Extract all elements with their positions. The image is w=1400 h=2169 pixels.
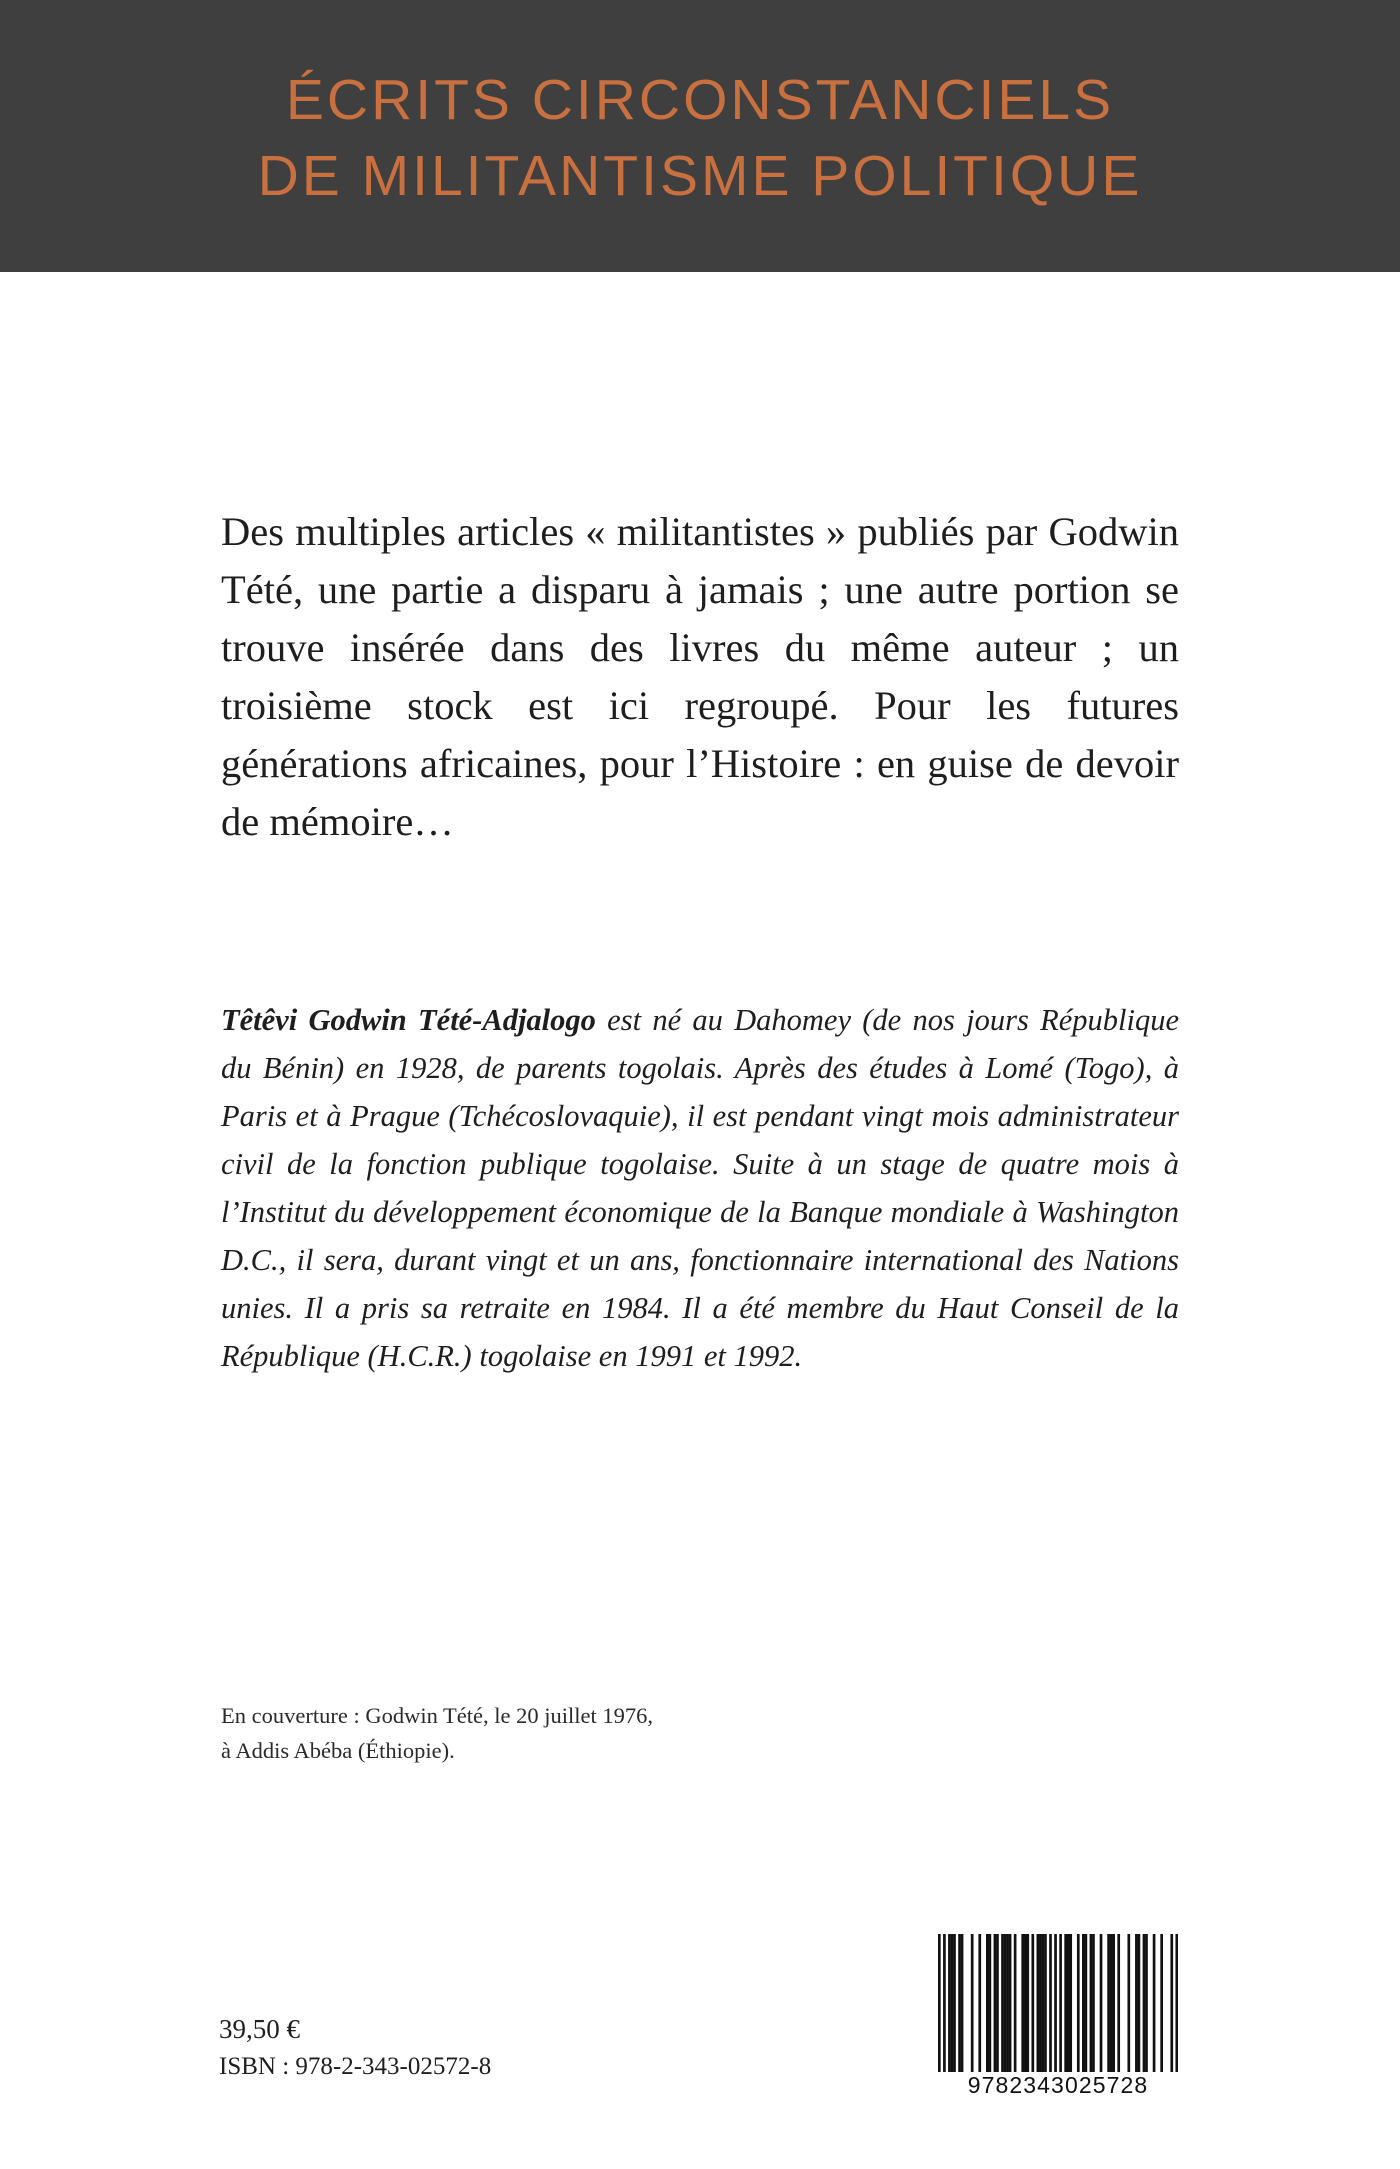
author-bio [221, 996, 1179, 1380]
barcode-bar [1021, 1934, 1024, 2072]
barcode-bar [1001, 1934, 1004, 2072]
barcode-bar [1092, 1934, 1095, 2072]
barcode-bar [1037, 1934, 1040, 2072]
barcode-bar [1145, 1934, 1148, 2072]
price: 39,50 € [219, 2014, 300, 2044]
author-name: Têtêvi Godwin Tété-Adjalogo [221, 1003, 596, 1037]
barcode-bar [1077, 1934, 1080, 2072]
cover-credit-line-2: à Addis Abéba (Éthiopie). [221, 1738, 455, 1763]
barcode-bar [1107, 1934, 1110, 2072]
barcode-bar [1085, 1934, 1088, 2072]
barcode-bar [1143, 1934, 1146, 2072]
barcode-bar [1127, 1934, 1130, 2072]
barcode-bar [1004, 1934, 1007, 2072]
barcode-bar [1117, 1934, 1120, 2072]
barcode-bar [1044, 1934, 1047, 2072]
barcode-bar [943, 1934, 946, 2084]
barcode-bar [1006, 1934, 1009, 2072]
isbn: ISBN : 978-2-343-02572-8 [219, 2053, 492, 2080]
barcode-bar [994, 1934, 997, 2072]
barcode-bar [1031, 1934, 1034, 2072]
header-band [0, 0, 1400, 272]
barcode-bar [1054, 1934, 1057, 2084]
barcode-bar [1153, 1934, 1156, 2072]
barcode-bar [1024, 1934, 1027, 2072]
barcode-bar [1064, 1934, 1067, 2072]
barcode-bar [1160, 1934, 1163, 2072]
author-bio-text: est né au Dahomey (de nos jours République du Bénin) en 1928, de parents togolais. Après des études à Lomé (Togo), à Paris et à Prague (Tchécoslovaquie), il est pendant vingt mois administrateur civil de la fonction publique togolaise. Suite à un stage de quatre mois à l’Institut du développement économique de la Banque mondiale à Washington D.C., il sera, durant vingt et un ans, fonctionnaire international des Nations unies. Il a pris sa retraite en 1984. Il a été membre du Haut Conseil de la République (H.C.R.) togolaise en 1991 et 1992. [221, 1003, 1179, 1373]
barcode-bar [951, 1934, 954, 2072]
barcode-bar [1135, 1934, 1138, 2072]
barcode-bar [1067, 1934, 1070, 2072]
barcode [938, 1934, 1178, 2104]
barcode-bar [971, 1934, 974, 2072]
barcode-bar [1170, 1934, 1173, 2084]
barcode-bar [1175, 1934, 1178, 2084]
barcode-bar [986, 1934, 989, 2072]
barcode-bar [1014, 1934, 1017, 2072]
barcode-bar [938, 1934, 941, 2084]
barcode-digits: 9782343025728 [938, 2072, 1178, 2099]
barcode-bar [961, 1934, 964, 2072]
barcode-bar [1042, 1934, 1045, 2072]
barcode-bar [1069, 1934, 1072, 2072]
barcode-bar [996, 1934, 999, 2072]
barcode-bar [1082, 1934, 1085, 2072]
barcode-bar [1138, 1934, 1141, 2072]
title-line-2: DE MILITANTISME POLITIQUE [257, 144, 1143, 208]
book-blurb: Des multiples articles « militantistes » publiés par Godwin Tété, une partie a disparu à jamais ; une autre portion se trouve insérée dans des livres du même auteur ; un troisième stock est ici regroupé. Pour les futures générations africaines, pour l’Histoire : en guise de devoir de mémoire… [221, 509, 1179, 844]
title-line-1: ÉCRITS CIRCONSTANCIELS [285, 68, 1115, 132]
barcode-bar [1026, 1934, 1029, 2072]
book-title [0, 62, 1400, 214]
barcode-bar [1009, 1934, 1012, 2072]
barcode-bar [1090, 1934, 1093, 2072]
barcode-bar [958, 1934, 961, 2072]
barcode-bar [1049, 1934, 1052, 2072]
barcode-bar [1059, 1934, 1062, 2084]
cover-credit-line-1: En couverture : Godwin Tété, le 20 juillet 1976, [221, 1703, 653, 1728]
barcode-bar [1039, 1934, 1042, 2072]
barcode-bar [1112, 1934, 1115, 2072]
cover-credit [221, 1698, 781, 1768]
barcode-bar [948, 1934, 951, 2072]
barcode-bar [1110, 1934, 1113, 2072]
barcode-bar [989, 1934, 992, 2072]
barcode-bar [1100, 1934, 1103, 2072]
barcode-bar [978, 1934, 981, 2072]
barcode-bar [953, 1934, 956, 2072]
